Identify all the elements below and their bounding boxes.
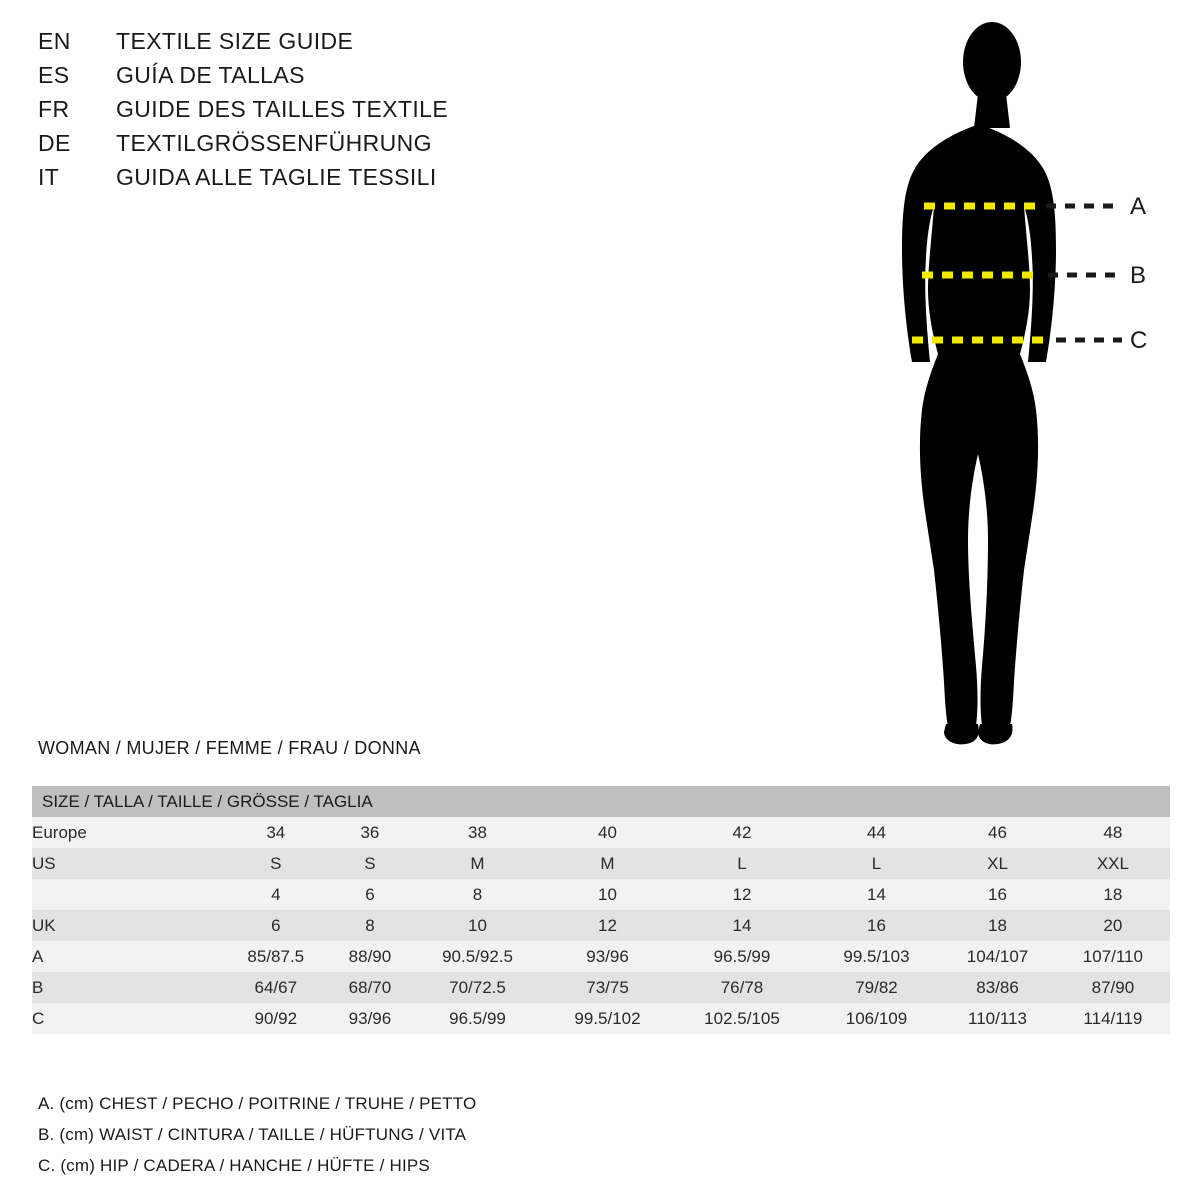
cell-usnum-3: 10 (545, 879, 671, 910)
table-row (32, 848, 1170, 879)
cell-europe-7: 48 (1056, 817, 1170, 848)
table-row (32, 941, 1170, 972)
cell-b-4: 76/78 (670, 972, 813, 1003)
cell-us-7: XXL (1056, 848, 1170, 879)
cell-b-1: 68/70 (330, 972, 411, 1003)
cell-us-1: S (330, 848, 411, 879)
title-text-es: GUÍA DE TALLAS (116, 62, 305, 88)
measure-label-c: C (1130, 327, 1148, 354)
cell-usnum-6: 16 (939, 879, 1056, 910)
title-row-en (38, 28, 658, 62)
title-row-de (38, 130, 658, 164)
cell-b-0: 64/67 (222, 972, 330, 1003)
cell-europe-5: 44 (814, 817, 940, 848)
cell-us-6: XL (939, 848, 1056, 879)
title-text-it: GUIDA ALLE TAGLIE TESSILI (116, 164, 437, 190)
cell-usnum-0: 4 (222, 879, 330, 910)
cell-b-3: 73/75 (545, 972, 671, 1003)
row-label-uk: UK (32, 910, 222, 941)
cell-a-2: 90.5/92.5 (410, 941, 544, 972)
cell-c-3: 99.5/102 (545, 1003, 671, 1034)
cell-uk-2: 10 (410, 910, 544, 941)
legend-line-a: A. (cm) CHEST / PECHO / POITRINE / TRUHE / PETTO (38, 1094, 477, 1113)
title-lang-de: DE (38, 130, 71, 156)
table-row (32, 879, 1170, 910)
legend-line-b: B. (cm) WAIST / CINTURA / TAILLE / HÜFTUNG / VITA (38, 1125, 467, 1144)
table-header-label: SIZE / TALLA / TAILLE / GRÖSSE / TAGLIA (32, 786, 1170, 817)
cell-europe-0: 34 (222, 817, 330, 848)
legend-line-c: C. (cm) HIP / CADERA / HANCHE / HÜFTE / HIPS (38, 1156, 430, 1175)
cell-b-7: 87/90 (1056, 972, 1170, 1003)
title-text-de: TEXTILGRÖSSENFÜHRUNG (116, 130, 432, 156)
cell-europe-3: 40 (545, 817, 671, 848)
cell-c-5: 106/109 (814, 1003, 940, 1034)
cell-c-1: 93/96 (330, 1003, 411, 1034)
cell-usnum-1: 6 (330, 879, 411, 910)
title-text-fr: GUIDE DES TAILLES TEXTILE (116, 96, 449, 122)
cell-uk-3: 12 (545, 910, 671, 941)
cell-c-2: 96.5/99 (410, 1003, 544, 1034)
cell-europe-6: 46 (939, 817, 1056, 848)
row-label-b: B (32, 972, 222, 1003)
cell-c-4: 102.5/105 (670, 1003, 813, 1034)
cell-uk-1: 8 (330, 910, 411, 941)
cell-b-6: 83/86 (939, 972, 1056, 1003)
size-table (32, 786, 1170, 1034)
measure-label-b: B (1130, 262, 1147, 289)
cell-a-4: 96.5/99 (670, 941, 813, 972)
table-row (32, 910, 1170, 941)
title-text-en: TEXTILE SIZE GUIDE (116, 28, 354, 54)
cell-uk-4: 14 (670, 910, 813, 941)
title-block (38, 28, 658, 198)
cell-c-7: 114/119 (1056, 1003, 1170, 1034)
title-lang-fr: FR (38, 96, 70, 122)
row-label-us: US (32, 848, 222, 879)
cell-us-3: M (545, 848, 671, 879)
cell-c-6: 110/113 (939, 1003, 1056, 1034)
title-row-fr (38, 96, 658, 130)
cell-c-0: 90/92 (222, 1003, 330, 1034)
table-row (32, 817, 1170, 848)
title-row-es (38, 62, 658, 96)
row-label-c: C (32, 1003, 222, 1034)
legend (38, 1088, 938, 1181)
figure-area (860, 10, 1190, 750)
cell-a-1: 88/90 (330, 941, 411, 972)
cell-usnum-5: 14 (814, 879, 940, 910)
cell-us-5: L (814, 848, 940, 879)
cell-europe-1: 36 (330, 817, 411, 848)
cell-us-4: L (670, 848, 813, 879)
table-header-row (32, 786, 1170, 817)
cell-a-0: 85/87.5 (222, 941, 330, 972)
title-lang-es: ES (38, 62, 70, 88)
cell-europe-2: 38 (410, 817, 544, 848)
section-heading-woman: WOMAN / MUJER / FEMME / FRAU / DONNA (38, 738, 421, 758)
title-lang-en: EN (38, 28, 71, 54)
title-row-it (38, 164, 658, 198)
cell-a-3: 93/96 (545, 941, 671, 972)
cell-usnum-4: 12 (670, 879, 813, 910)
row-label-europe: Europe (32, 817, 222, 848)
cell-a-7: 107/110 (1056, 941, 1170, 972)
cell-uk-7: 20 (1056, 910, 1170, 941)
cell-uk-0: 6 (222, 910, 330, 941)
cell-usnum-2: 8 (410, 879, 544, 910)
table-row (32, 972, 1170, 1003)
cell-us-0: S (222, 848, 330, 879)
cell-b-5: 79/82 (814, 972, 940, 1003)
cell-b-2: 70/72.5 (410, 972, 544, 1003)
cell-a-6: 104/107 (939, 941, 1056, 972)
row-label-a: A (32, 941, 222, 972)
row-label-us-numeric (32, 879, 222, 910)
cell-usnum-7: 18 (1056, 879, 1170, 910)
cell-uk-6: 18 (939, 910, 1056, 941)
cell-europe-4: 42 (670, 817, 813, 848)
title-lang-it: IT (38, 164, 60, 190)
cell-a-5: 99.5/103 (814, 941, 940, 972)
measure-label-a: A (1130, 193, 1147, 220)
size-table-wrap (32, 786, 1170, 1034)
cell-uk-5: 16 (814, 910, 940, 941)
woman-silhouette-icon (860, 10, 1190, 750)
cell-us-2: M (410, 848, 544, 879)
table-row (32, 1003, 1170, 1034)
